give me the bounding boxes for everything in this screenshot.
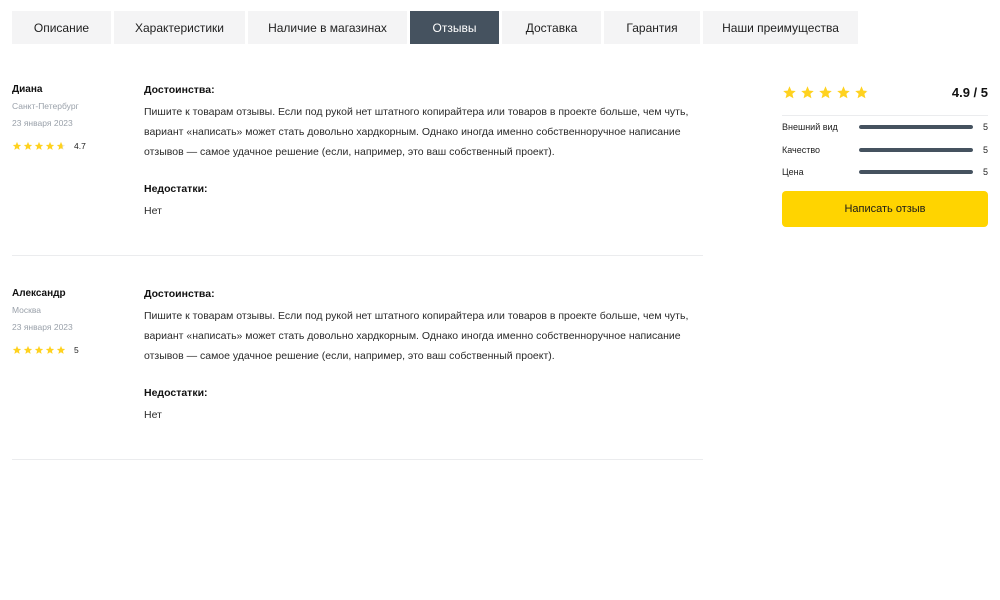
author-city: Санкт-Петербург xyxy=(12,101,79,111)
star-half-icon xyxy=(854,85,869,100)
summary-score: 4.9 / 5 xyxy=(951,84,988,100)
review-body xyxy=(144,288,699,425)
tab-delivery[interactable]: Доставка xyxy=(502,11,601,44)
star-icon xyxy=(12,141,22,151)
star-half-icon xyxy=(56,141,66,151)
criterion-value: 5 xyxy=(982,122,988,133)
summary-stars xyxy=(782,85,869,100)
pros-label: Достоинства: xyxy=(144,84,215,96)
criterion-value: 5 xyxy=(982,144,988,155)
author-city: Москва xyxy=(12,305,42,315)
review-rating xyxy=(12,141,132,151)
pros-text: Пишите к товарам отзывы. Если под рукой нет штатного копирайтера или товаров в проекте больше, чем чуть, вариант «написать» может стать довольно хардкорным. Однако иногда именно собственноручное написание отзывов — самое удачное решение (если, например, это ваш собственный проект). xyxy=(144,310,689,362)
criterion-value: 5 xyxy=(982,167,988,178)
review-author xyxy=(12,288,132,355)
criterion-bar xyxy=(859,148,973,152)
criterion-bar-fill xyxy=(859,125,973,129)
star-icon xyxy=(34,345,44,355)
rating-value: 5 xyxy=(74,345,79,355)
star-icon xyxy=(23,141,33,151)
rating-stars xyxy=(12,345,66,355)
star-icon xyxy=(782,85,797,100)
review-date: 23 января 2023 xyxy=(12,118,73,128)
pros-label: Достоинства: xyxy=(144,288,215,300)
review-item xyxy=(12,72,703,256)
criterion-quality xyxy=(782,139,988,162)
criterion-appearance xyxy=(782,116,988,139)
criterion-bar-fill xyxy=(859,170,973,174)
cons-text: Нет xyxy=(144,409,162,421)
star-icon xyxy=(56,345,66,355)
tab-description[interactable]: Описание xyxy=(12,11,111,44)
cons-label: Недостатки: xyxy=(144,387,208,399)
tab-advantages[interactable]: Наши преимущества xyxy=(703,11,858,44)
star-icon xyxy=(45,141,55,151)
criterion-bar xyxy=(859,170,973,174)
tab-specifications[interactable]: Характеристики xyxy=(114,11,245,44)
cons-label: Недостатки: xyxy=(144,183,208,195)
criterion-name: Цена xyxy=(782,167,804,178)
criterion-price xyxy=(782,161,988,184)
criterion-name: Качество xyxy=(782,144,821,155)
star-icon xyxy=(34,141,44,151)
tab-store-availability[interactable]: Наличие в магазинах xyxy=(248,11,407,44)
rating-summary xyxy=(782,80,988,227)
rating-stars xyxy=(12,141,66,151)
star-icon xyxy=(45,345,55,355)
criterion-name: Внешний вид xyxy=(782,122,838,133)
star-icon xyxy=(800,85,815,100)
tab-warranty[interactable]: Гарантия xyxy=(604,11,700,44)
review-body xyxy=(144,84,699,221)
cons-text: Нет xyxy=(144,205,162,217)
summary-header xyxy=(782,80,988,104)
criterion-bar xyxy=(859,125,973,129)
review-item xyxy=(12,256,703,460)
product-tabs xyxy=(12,11,858,44)
rating-value: 4.7 xyxy=(74,141,86,151)
author-name: Диана xyxy=(12,84,43,95)
write-review-button[interactable]: Написать отзыв xyxy=(782,191,988,227)
review-date: 23 января 2023 xyxy=(12,322,73,332)
star-icon xyxy=(836,85,851,100)
star-icon xyxy=(818,85,833,100)
tab-reviews[interactable]: Отзывы xyxy=(410,11,499,44)
reviews-list xyxy=(12,72,703,460)
star-icon xyxy=(12,345,22,355)
author-name: Александр xyxy=(12,288,66,299)
star-icon xyxy=(23,345,33,355)
pros-text: Пишите к товарам отзывы. Если под рукой нет штатного копирайтера или товаров в проекте больше, чем чуть, вариант «написать» может стать довольно хардкорным. Однако иногда именно собственноручное написание отзывов — самое удачное решение (если, например, это ваш собственный проект). xyxy=(144,106,689,158)
review-author xyxy=(12,84,132,151)
review-rating xyxy=(12,345,132,355)
criterion-bar-fill xyxy=(859,148,973,152)
